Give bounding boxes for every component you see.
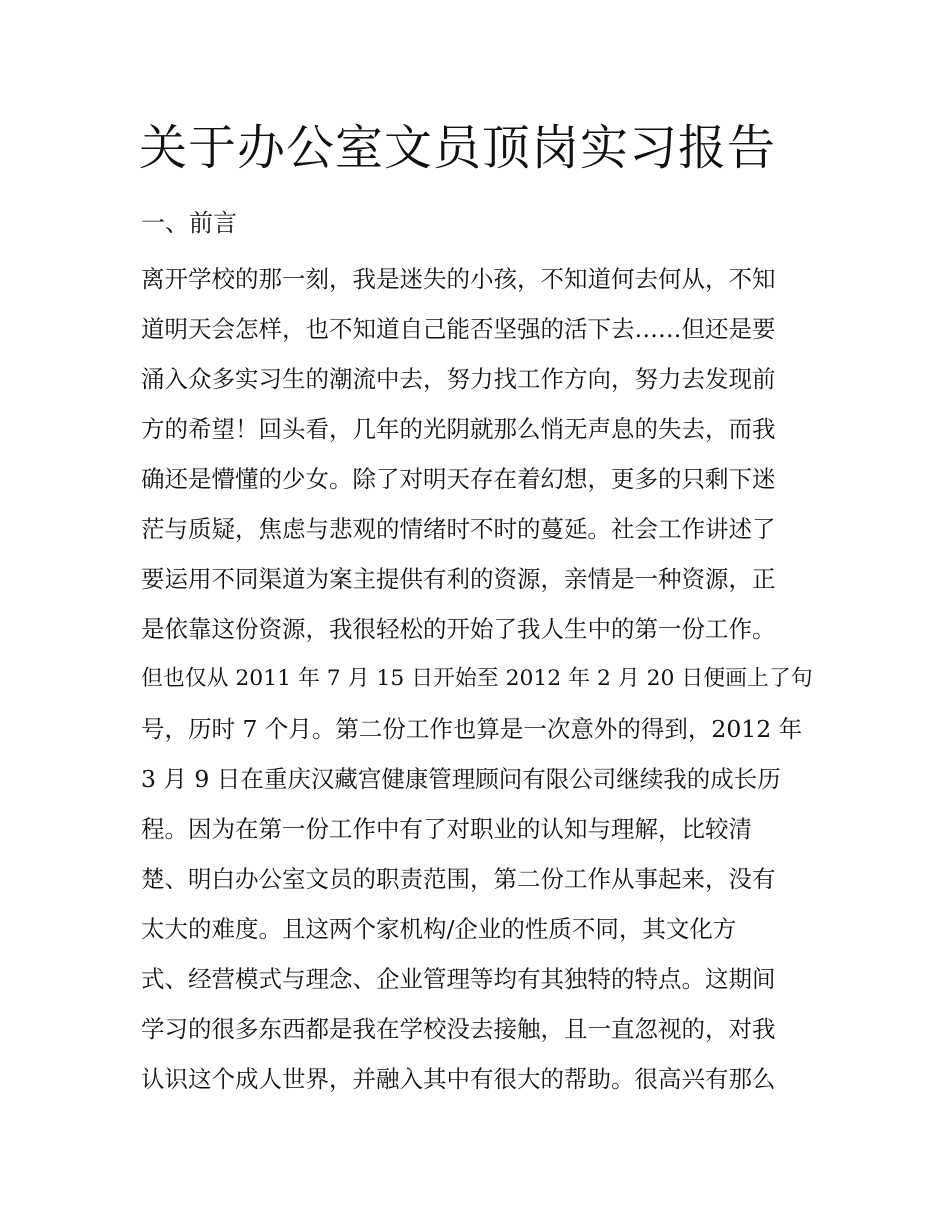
paragraph-line: 楚、明白办公室文员的职责范围，第二份工作从事起来，没有 [141, 865, 776, 893]
paragraph-line: 方的希望！回头看，几年的光阴就那么悄无声息的失去，而我 [141, 415, 776, 443]
paragraph-line: 离开学校的那一刻，我是迷失的小孩，不知道何去何从，不知 [141, 265, 776, 293]
paragraph-line: 茫与质疑，焦虑与悲观的情绪时不时的蔓延。社会工作讲述了 [141, 515, 776, 543]
paragraph-line: 是依靠这份资源，我很轻松的开始了我人生中的第一份工作。 [141, 615, 776, 643]
paragraph-line: 涌入众多实习生的潮流中去，努力找工作方向，努力去发现前 [141, 365, 776, 393]
paragraph-line: 但也仅从 2011 年 7 月 15 日开始至 2012 年 2 月 20 日便画上了句 [141, 666, 813, 691]
paragraph-line: 确还是懵懂的少女。除了对明天存在着幻想，更多的只剩下迷 [141, 465, 776, 493]
paragraph-line: 认识这个成人世界，并融入其中有很大的帮助。很高兴有那么 [141, 1065, 776, 1093]
paragraph-line: 道明天会怎样，也不知道自己能否坚强的活下去……但还是要 [141, 315, 776, 343]
paragraph-line: 要运用不同渠道为案主提供有利的资源，亲情是一种资源，正 [141, 565, 776, 593]
paragraph-line: 学习的很多东西都是我在学校没去接触，且一直忽视的，对我 [141, 1015, 776, 1043]
section-heading: 一、前言 [141, 209, 237, 237]
paragraph-line: 3 月 9 日在重庆汉藏宫健康管理顾问有限公司继续我的成长历 [141, 765, 781, 793]
paragraph-line: 号，历时 7 个月。第二份工作也算是一次意外的得到，2012 年 [141, 715, 803, 743]
paragraph-line: 程。因为在第一份工作中有了对职业的认知与理解，比较清 [141, 815, 752, 843]
paragraph-line: 式、经营模式与理念、企业管理等均有其独特的特点。这期间 [141, 965, 776, 993]
paragraph-line: 太大的难度。且这两个家机构/企业的性质不同，其文化方 [141, 915, 737, 943]
document-title: 关于办公室文员顶岗实习报告 [139, 120, 777, 176]
